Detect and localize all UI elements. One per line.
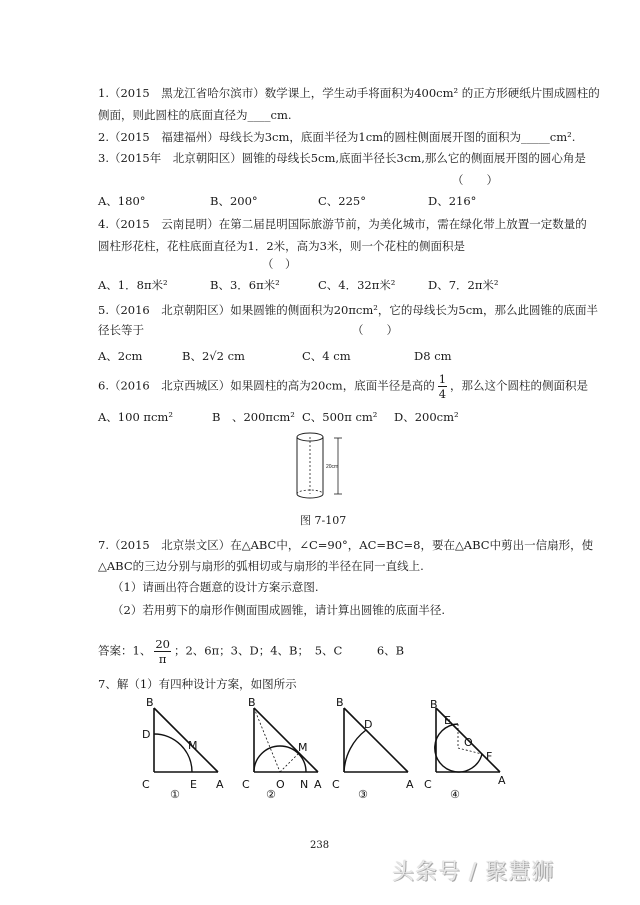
fig1-label-m: M [188,739,198,752]
fig4-label-o: O [464,736,473,749]
q3-option-a: A、180° [98,194,146,208]
q5-option-d: D8 cm [414,349,452,363]
fig3-label-b: B [336,696,344,709]
q4-option-b: B、3．6π米² [210,278,280,292]
fig4-label-e: E [444,714,451,727]
q6-line1 [98,372,588,401]
q4-answer-paren: （ ） [262,257,297,271]
q6-option-d: D、200cm² [394,410,459,424]
q6-option-b: B 、200πcm² [212,410,295,424]
q3-option-d: D、216° [428,194,477,208]
fig2-label-a: A [314,778,322,791]
q5-option-c: C、4 cm [302,349,351,363]
fig3-tag: ③ [358,788,368,801]
q3-option-b: B、200° [210,194,258,208]
q1-line2: 侧面，则此圆柱的底面直径为____cm. [98,108,292,122]
q2-line1: 2.（2015 福建福州）母线长为3cm，底面半径为1cm的圆柱侧面展开图的面积为_____cm². [98,130,576,144]
fig4-label-f: F [486,750,493,763]
fig3-label-a: A [406,778,414,791]
q5-option-b: B、2√2 cm [182,349,245,363]
fig1-label-d: D [142,728,151,741]
q6-option-c: C、500π cm² [302,410,378,424]
q3-option-c: C、225° [318,194,366,208]
fig4-label-b: B [430,698,438,711]
figure-caption: 图 7-107 [300,514,347,527]
fig1-side-ab [154,708,218,772]
fig2-label-m: M [298,741,308,754]
q4-option-a: A、1．8π米² [98,278,168,292]
fig2-side-ab [254,708,318,772]
fig3-label-c: C [332,778,340,791]
q4-line1: 4.（2015 云南昆明）在第二届昆明国际旅游节前，为美化城市，需在绿化带上放置一定数量的 [98,217,587,231]
q7-line1: 7.（2015 北京崇文区）在△ABC中，∠C=90°，AC=BC=8，要在△ABC中剪出一信扇形，使 [98,538,594,552]
fig3-label-d: D [364,718,373,731]
q1-line1: 1.（2015 黑龙江省哈尔滨市）数学课上，学生动手将面积为400cm² 的正方形硬纸片围成圆柱的 [98,86,600,100]
fig3-arc [344,730,366,772]
answers-fraction [154,637,171,666]
q5-option-a: A、2cm [98,349,143,363]
q3-answer-paren: （ ） [452,173,498,187]
fig4-label-c: C [424,778,432,791]
fig2-label-o: O [276,778,285,791]
fig2-label-b: B [248,696,256,709]
fig2-dashed-om [280,754,298,772]
q5-line1: 5.（2016 北京朝阳区）如果圆锥的侧面积为20πcm²，它的母线长为5cm，那么此圆锥的底面半 [98,303,599,317]
q4-option-c: C、4．32π米² [318,278,396,292]
answers-prefix: 答案：1、 [98,643,152,658]
q5-line2: 径长等于 [98,323,144,337]
q6-option-a: A、100 πcm² [98,410,173,424]
q6-fraction-num: 1 [438,372,447,386]
fig1-label-c: C [142,778,150,791]
q6-line1-post: ，那么这个圆柱的侧面积是 [450,378,589,393]
fig3-side-ab [344,708,408,772]
solution-figure-4 [418,694,518,804]
fig2-tag: ② [266,788,276,801]
q3-line1: 3.（2015年 北京朝阳区）圆锥的母线长5cm,底面半径长3cm,那么它的侧面展开图的圆心角是 [98,151,586,165]
answers-line [98,637,404,666]
height-label: 20cm [326,464,339,470]
q6-fraction [438,372,447,401]
answers-fraction-num: 20 [155,637,170,651]
q5-answer-paren: （ ） [352,323,398,337]
watermark: 头条号 / 聚慧狮 [392,860,555,885]
fig2-dashed-bo [254,708,280,772]
solution-figure-2 [236,694,336,804]
q7-line2: △ABC的三边分别与扇形的弧相切或与扇形的半径在同一直线上. [98,559,424,573]
fig4-label-a: A [498,774,506,787]
fig2-label-n: N [300,778,309,791]
q6-line1-pre: 6.（2016 北京西城区）如果圆柱的高为20cm，底面半径是高的 [98,378,435,393]
solution-line1: 7、解（1）有四种设计方案，如图所示 [98,677,297,691]
fig4-tag: ④ [450,788,460,801]
cylinder-figure [290,428,360,508]
answers-rest: ；2、6π；3、D；4、B； 5、C 6、B [173,643,405,658]
fig1-label-e: E [190,778,197,791]
fig1-label-a: A [216,778,224,791]
q7-sub1: （1）请画出符合题意的设计方案示意图. [112,580,319,594]
answers-fraction-den: π [158,652,167,666]
fig2-label-c: C [242,778,250,791]
fig1-label-b: B [146,696,154,709]
solution-figure-3 [326,694,426,804]
cylinder-bottom-front [297,494,323,498]
page-number: 238 [310,840,330,851]
q6-fraction-den: 4 [438,387,447,401]
fig1-tag: ① [170,788,180,801]
q4-option-d: D、7．2π米² [428,278,499,292]
solution-figure-1 [136,694,236,804]
q4-line2: 圆柱形花柱，花柱底面直径为1．2米，高为3米，则一个花柱的侧面积是 [98,239,465,253]
q7-sub2: （2）若用剪下的扇形作侧面围成圆锥，请计算出圆锥的底面半径. [112,603,445,617]
